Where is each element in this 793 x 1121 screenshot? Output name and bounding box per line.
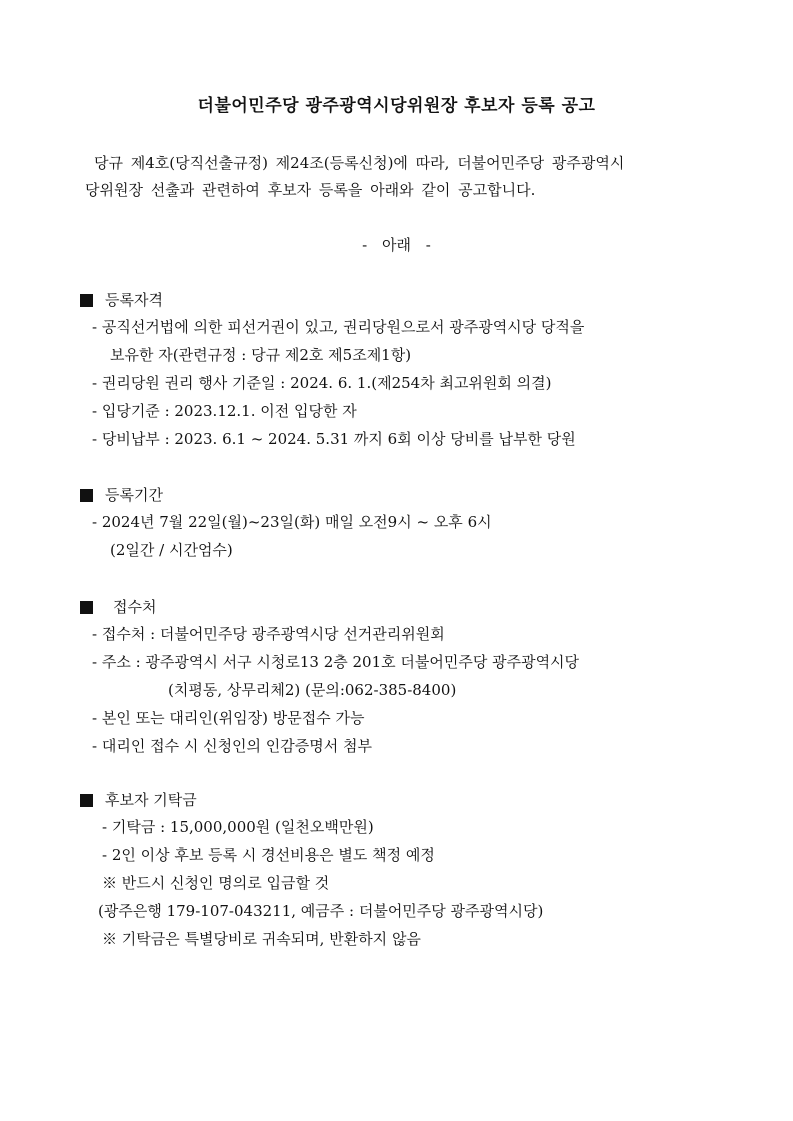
list-item: - 2인 이상 후보 등록 시 경선비용은 별도 책정 예정 <box>102 846 435 864</box>
intro-paragraph <box>85 150 734 204</box>
section-heading-label: 접수처 <box>113 598 157 616</box>
section-heading-label: 등록기간 <box>105 486 163 504</box>
divider-label: - 아래 - <box>362 236 431 254</box>
section-deposit <box>76 787 736 953</box>
list-item: (2일간 / 시간엄수) <box>110 541 233 559</box>
square-bullet-icon <box>80 794 93 807</box>
list-item: 보유한 자(관련규정 : 당규 제2호 제5조제1항) <box>110 346 412 364</box>
section-heading <box>76 787 736 813</box>
section-reception <box>76 594 736 760</box>
section-qualification <box>76 287 736 453</box>
square-bullet-icon <box>80 489 93 502</box>
section-heading-label: 후보자 기탁금 <box>105 791 197 809</box>
list-item: - 기탁금 : 15,000,000원 (일천오백만원) <box>102 818 374 836</box>
page-title: 더불어민주당 광주광역시당위원장 후보자 등록 공고 <box>197 96 596 116</box>
section-heading <box>76 287 736 313</box>
square-bullet-icon <box>80 294 93 307</box>
list-item: (치평동, 상무리체2) (문의:062-385-8400) <box>168 681 457 699</box>
intro-line: 당규 제4호(당직선출규정) 제24조(등록신청)에 따라, 더불어민주당 광주광역시 <box>94 154 625 172</box>
intro-line: 당위원장 선출과 관련하여 후보자 등록을 아래와 같이 공고합니다. <box>85 181 536 199</box>
list-item: (광주은행 179-107-043211, 예금주 : 더불어민주당 광주광역시당) <box>98 902 544 920</box>
list-item: - 대리인 접수 시 신청인의 인감증명서 첨부 <box>92 737 373 755</box>
section-period <box>76 482 736 564</box>
list-item: - 2024년 7월 22일(월)~23일(화) 매일 오전9시 ~ 오후 6시 <box>92 513 492 531</box>
list-item: ※ 기탁금은 특별당비로 귀속되며, 반환하지 않음 <box>102 930 421 948</box>
list-item: - 공직선거법에 의한 피선거권이 있고, 권리당원으로서 광주광역시당 당적을 <box>92 318 585 336</box>
list-item: - 입당기준 : 2023.12.1. 이전 입당한 자 <box>92 402 357 420</box>
list-item: - 본인 또는 대리인(위임장) 방문접수 가능 <box>92 709 365 727</box>
list-item: - 권리당원 권리 행사 기준일 : 2024. 6. 1.(제254차 최고위원회 의결) <box>92 374 552 392</box>
list-item: - 당비납부 : 2023. 6.1 ~ 2024. 5.31 까지 6회 이상 당비를 납부한 당원 <box>92 430 576 448</box>
list-item: - 접수처 : 더불어민주당 광주광역시당 선거관리위원회 <box>92 625 445 643</box>
list-item: ※ 반드시 신청인 명의로 입금할 것 <box>102 874 330 892</box>
section-heading-label: 등록자격 <box>105 291 163 309</box>
square-bullet-icon <box>80 601 93 614</box>
list-item: - 주소 : 광주광역시 서구 시청로13 2층 201호 더불어민주당 광주광역시당 <box>92 653 580 671</box>
section-heading <box>76 594 736 620</box>
section-heading <box>76 482 736 508</box>
